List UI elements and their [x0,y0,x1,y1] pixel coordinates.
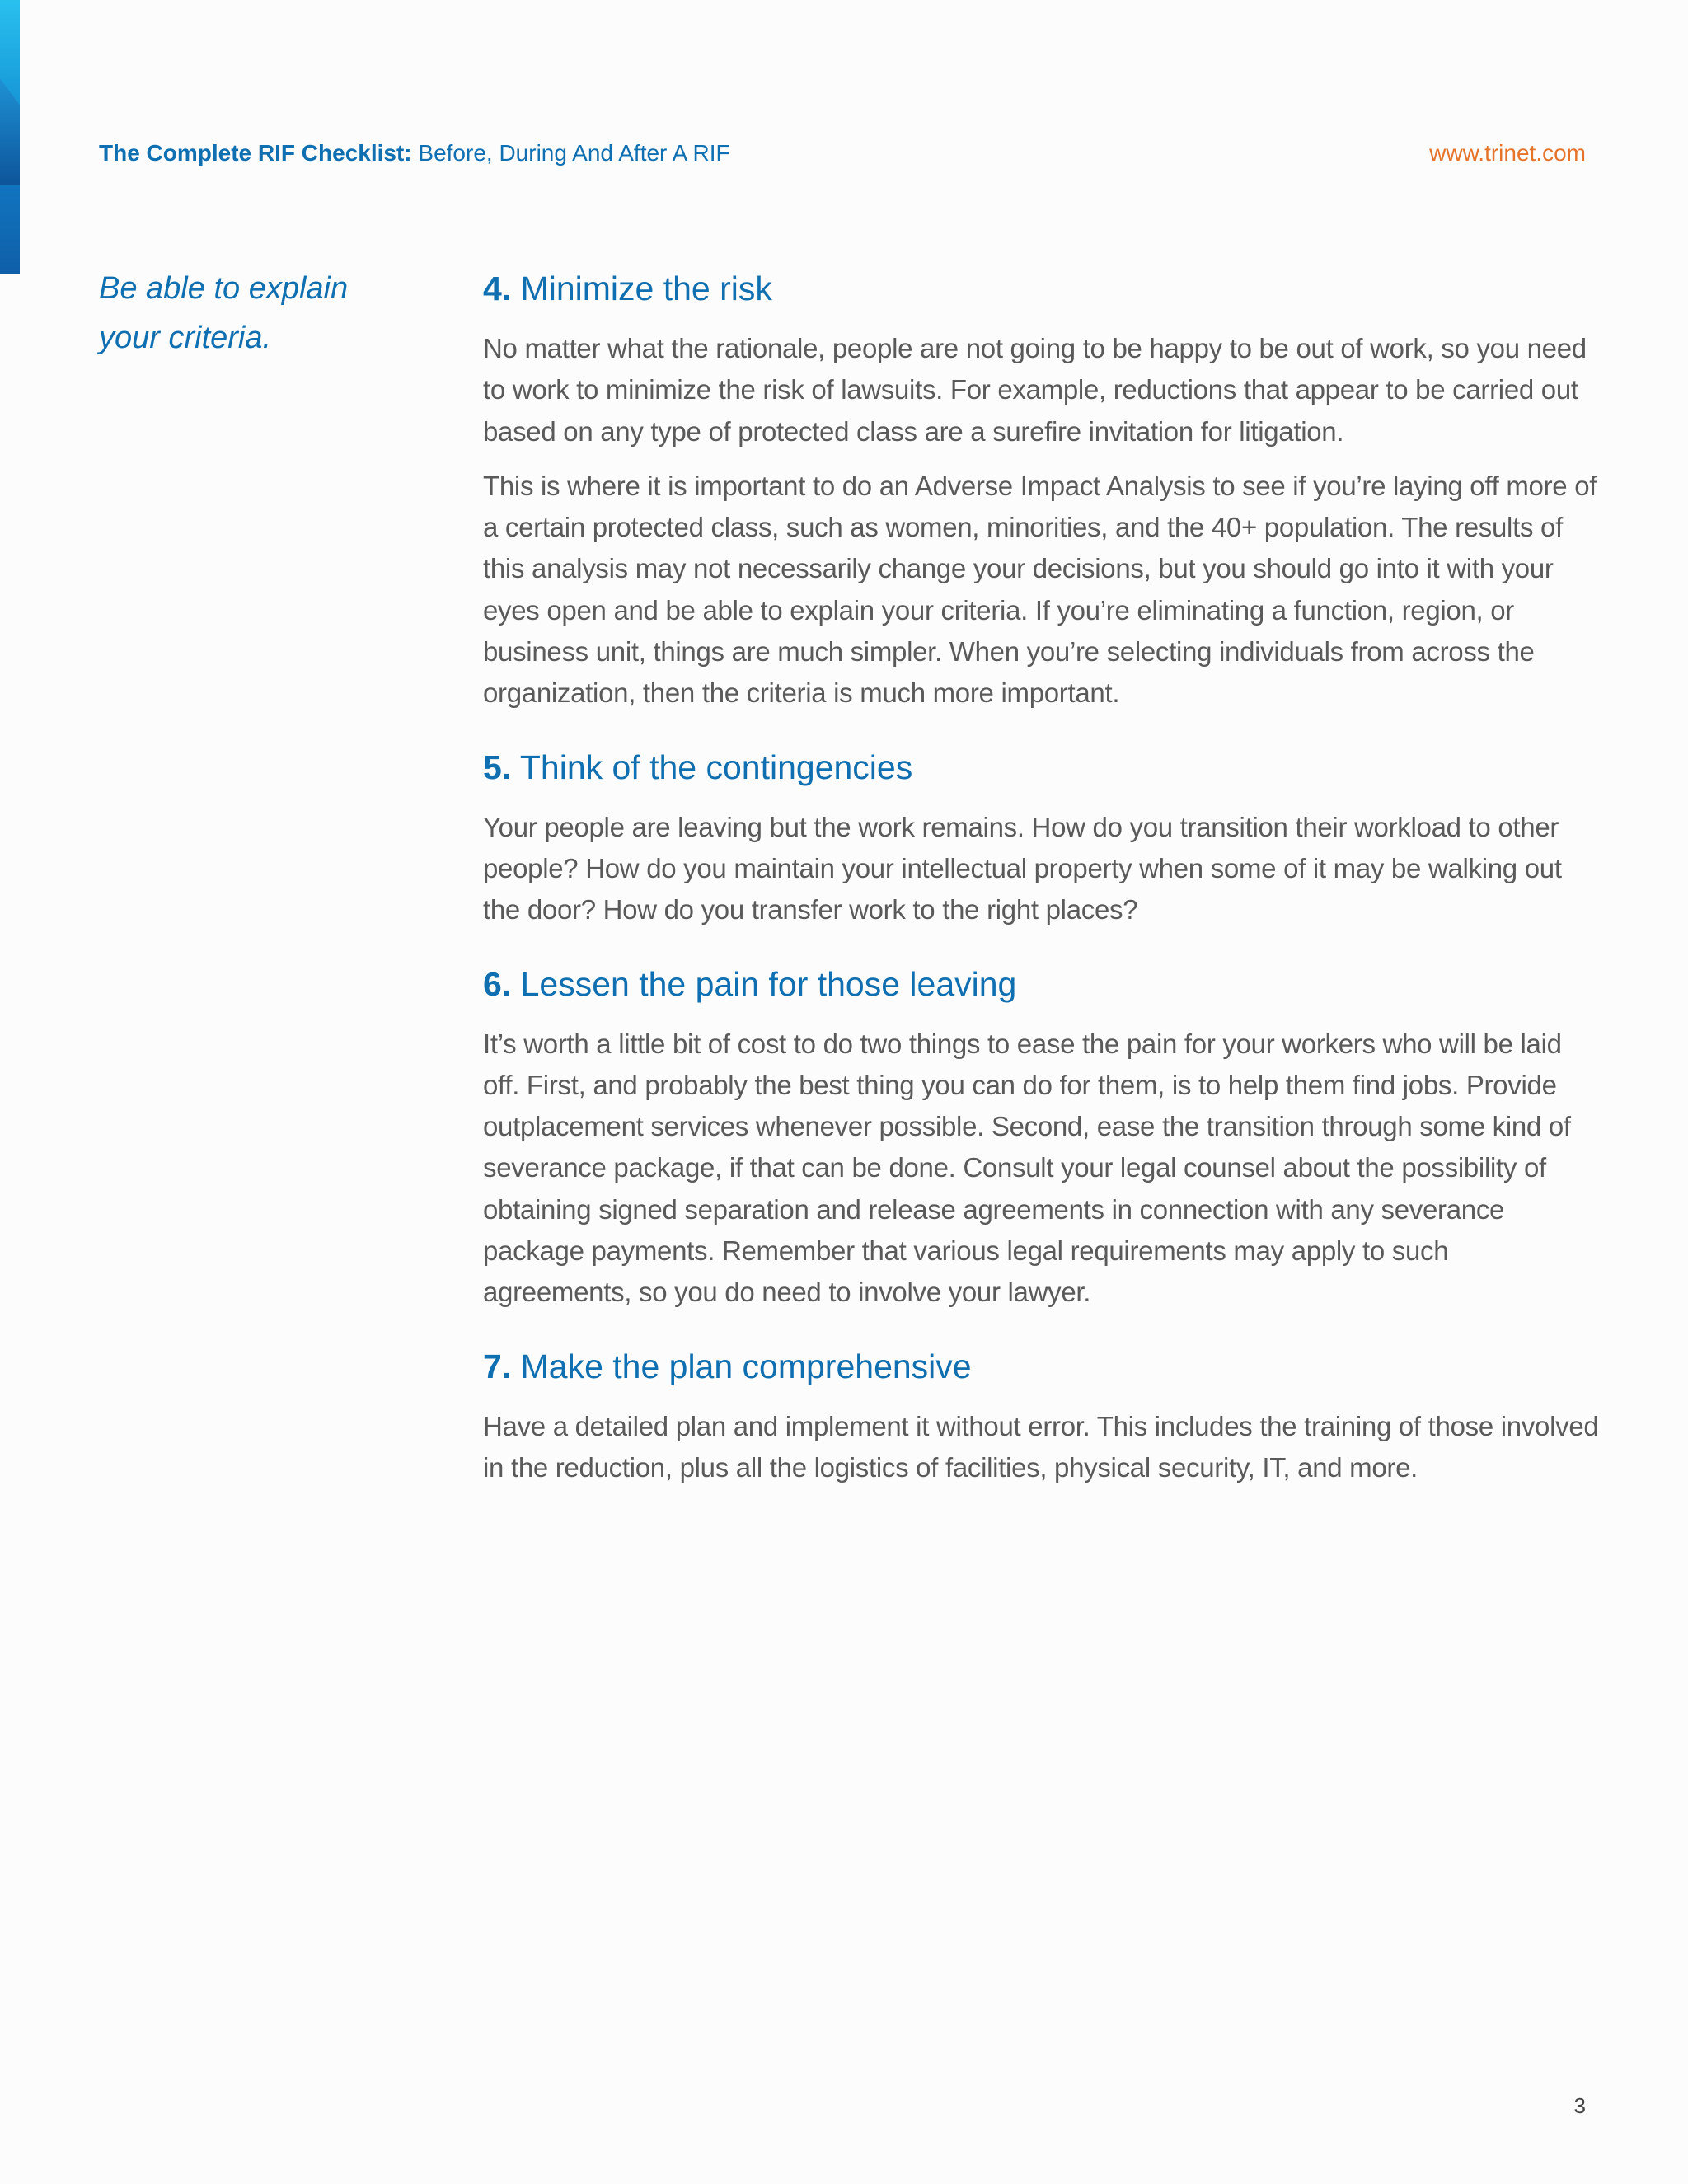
document-title [99,140,730,166]
edge-accent-notch [0,78,20,185]
document-title-bold: The Complete RIF Checklist: [99,140,412,166]
section-heading [483,264,1604,313]
section-title: Make the plan comprehensive [520,1347,972,1385]
page-number: 3 [1573,2093,1586,2118]
paragraph: Have a detailed plan and implement it without error. This includes the training of those involved in the reduction, plus all the logistics of facilities, physical security, IT, and more. [483,1410,1599,1483]
paragraph: Your people are leaving but the work remains. How do you transition their workload to other people? How do you maintain your intellectual property when some of it may be walking out the door? How do you transfer work to the right places? [483,811,1562,926]
section-4 [483,264,1604,715]
section-heading [483,959,1604,1009]
section-5 [483,743,1604,931]
section-7 [483,1342,1604,1489]
section-number: 7. [483,1347,512,1385]
section-number: 5. [483,748,512,786]
section-heading [483,1342,1604,1391]
website-url: www.trinet.com [1429,140,1586,166]
section-title: Minimize the risk [520,269,772,307]
edge-accent-bar [0,0,20,274]
section-number: 6. [483,964,512,1003]
main-content [483,264,1604,1516]
section-number: 4. [483,269,512,307]
section-title: Think of the contingencies [519,748,913,786]
sidebar-pull-quote: Be able to explain your criteria. [99,271,349,355]
document-title-subtitle: Before, During And After A RIF [418,140,730,166]
paragraph: It’s worth a little bit of cost to do two things to ease the pain for your workers who will be laid off. First, and probably the best thing you can do for them, is to help them find jobs. Provide outplacement services whenever possible. Second, ease the transition through some kind of severance package, if that can be done. Consult your legal counsel about the possibility of obtaining signed separation and release agreements in connection with any severance package payments. Remember that various legal requirements may apply to such agreements, so you do need to involve your lawyer. [483,1028,1571,1308]
page-header [99,134,1586,173]
paragraph: No matter what the rationale, people are not going to be happy to be out of work, so you need to work to minimize the risk of lawsuits. For example, reductions that appear to be carried out based on any type of protected class are a surefire invitation for litigation. [483,333,1587,447]
section-heading [483,743,1604,792]
section-6 [483,959,1604,1314]
paragraph: This is where it is important to do an Adverse Impact Analysis to see if you’re laying off more of a certain protected class, such as women, minorities, and the 40+ population. The results of this analysis may not necessarily change your decisions, but you should go into it with your eyes open and be able to explain your criteria. If you’re eliminating a function, region, or business unit, things are much simpler. When you’re selecting individuals from across the organization, then the criteria is much more important. [483,470,1597,709]
section-title: Lessen the pain for those leaving [520,964,1017,1003]
